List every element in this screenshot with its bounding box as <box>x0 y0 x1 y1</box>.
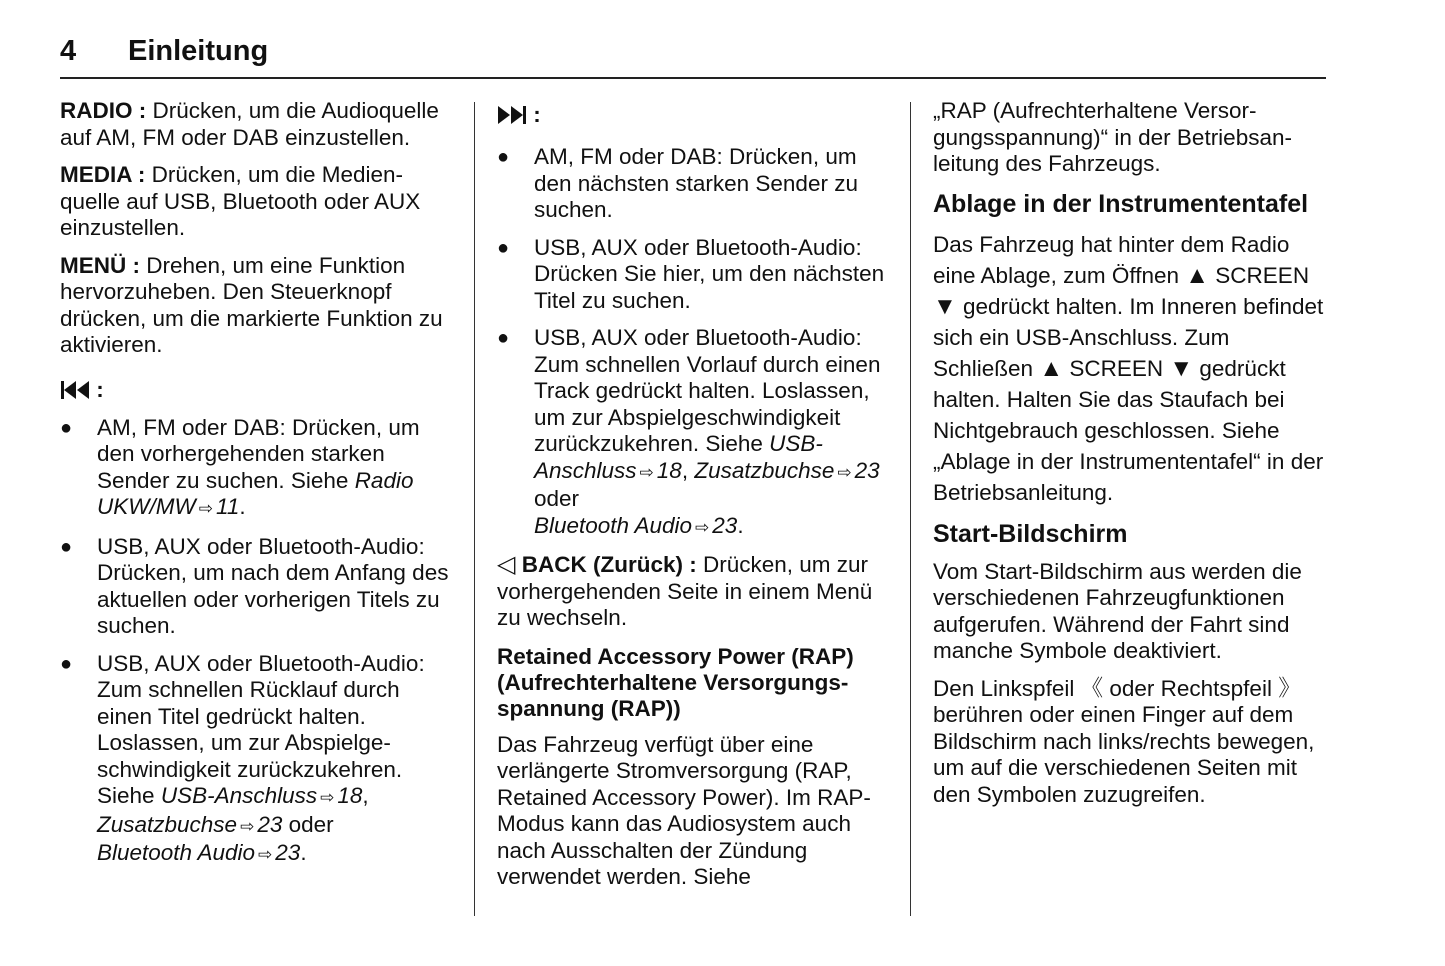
seek-back-icon <box>60 379 90 401</box>
column-divider-1 <box>474 102 475 916</box>
bullet: ● <box>60 416 73 439</box>
cross-reference[interactable]: Bluetooth Audio <box>534 512 693 538</box>
page-ref-icon: ⇨ <box>258 845 273 864</box>
arrow-paragraph: Den Linkspfeil 《 oder Rechtspfeil 》 berühren oder einen Finger auf dem Bildschirm nach links/rechts bewegen, um auf die verschiedenen Seiten mit den Symbolen zuzugreifen. <box>933 675 1315 807</box>
chevron-left-icon: 《 <box>1080 675 1104 701</box>
cross-reference[interactable]: USB-Anschluss <box>160 783 318 808</box>
column-2 <box>497 98 893 902</box>
list-item: ● USB, AUX oder Bluetooth-Audio: Drücken, um nach dem Anfang des aktuellen oder vorherigen Titels zu suchen. <box>60 533 449 638</box>
bullet: ● <box>60 652 73 675</box>
column-3 <box>933 98 1333 819</box>
back-label: BACK (Zurück) : <box>521 552 697 577</box>
seek-back-list <box>60 415 455 869</box>
page-ref-icon: ⇨ <box>837 462 852 482</box>
rap-heading: Retained Accessory Power (RAP) (Aufrechterhaltene Versorgungsspannung (RAP)) <box>497 643 854 721</box>
start-paragraph: Vom Start-Bildschirm aus werden die verschiedenen Fahrzeugfunktionen aufgerufen. Während der Fahrt sind manche Symbole deaktiviert. <box>933 558 1302 663</box>
page-header <box>60 33 1326 79</box>
arrow-down-icon: ▼ <box>933 292 957 320</box>
ablage-paragraph: Das Fahrzeug hat hinter dem Radio eine Ablage, zum Öffnen ▲ SCREEN ▼ gedrückt halten. Im Inneren befindet sich ein USB-Anschluss. Zum Schließen ▲ SCREEN ▼ gedrückt halten. Halten Sie das Staufach bei Nichtgebrauch geschlossen. Siehe „Ablage in der Instrumententafel“ in der Betriebsanleitung. <box>933 231 1324 505</box>
ablage-heading: Ablage in der Instrumententafel <box>933 189 1309 218</box>
cross-reference[interactable]: Radio UKW/MW <box>97 467 414 519</box>
radio-paragraph: RADIO : Drücken, um die Audioquelle auf AM, FM oder DAB einzustellen. <box>60 98 439 150</box>
page-ref-icon: ⇨ <box>320 788 335 807</box>
start-heading: Start-Bildschirm <box>933 519 1128 548</box>
list-item: ● AM, FM oder DAB: Drücken, um den vorhergehenden starken Sender zu suchen. Siehe Radio UKW/MW ⇨ 11. <box>60 414 420 519</box>
cross-reference[interactable]: Zusatzbuchse <box>97 811 238 837</box>
page-ref-icon: ⇨ <box>240 816 255 836</box>
column-divider-2 <box>910 102 911 916</box>
cross-reference[interactable]: Bluetooth Audio <box>97 840 256 865</box>
bullet: ● <box>60 535 73 558</box>
seek-forward-list <box>497 144 893 541</box>
seek-forward-icon <box>497 104 527 126</box>
bullet: ● <box>497 327 510 349</box>
page-ref-icon: ⇨ <box>695 517 710 537</box>
page-ref-icon: ⇨ <box>639 462 654 482</box>
page-ref-icon: ⇨ <box>198 499 213 518</box>
bullet: ● <box>497 236 510 259</box>
seek-back-heading: : <box>60 377 455 403</box>
arrow-up-icon: ▲ <box>1185 261 1210 289</box>
menu-paragraph: MENÜ : Drehen, um eine Funktion hervorzuheben. Den Steuerknopf drücken, um die markierte Funktion zu aktivieren. <box>60 252 443 357</box>
cross-reference[interactable]: USB-Anschluss <box>534 431 823 483</box>
list-item: ● AM, FM oder DAB: Drücken, um den nächsten starken Sender zu suchen. <box>497 144 858 222</box>
media-label: MEDIA : <box>60 162 146 187</box>
menu-label: MENÜ : <box>60 252 140 278</box>
seek-forward-heading: : <box>497 102 893 128</box>
back-icon: ◁ <box>497 551 516 578</box>
arrow-up-icon: ▲ <box>1039 354 1064 382</box>
radio-label: RADIO : <box>60 98 147 123</box>
arrow-down-icon: ▼ <box>1169 354 1194 382</box>
back-paragraph: ◁ BACK (Zurück) : Drücken, um zur vorhergehenden Seite in einem Menü zu wechseln. <box>497 551 873 630</box>
bullet: ● <box>497 146 510 168</box>
rap-paragraph: Das Fahrzeug verfügt über eine verlängerte Stromversorgung (RAP, Retained Accessory Power). Im RAP-Modus kann das Audiosystem auch nach Ausschalten der Zündung verwendet werden. Siehe <box>497 731 871 889</box>
rap-continuation: „RAP (Aufrechterhaltene Versorgungsspannung)“ in der Betriebsanleitung des Fahrzeugs. <box>933 98 1292 176</box>
column-1 <box>60 98 455 880</box>
list-item: ● USB, AUX oder Bluetooth-Audio: Zum schnellen Vorlauf durch einen Track gedrückt halten. Loslassen, um zur Abspielgeschwindigkeit zurückzukehren. Siehe USB-Anschluss ⇨ 18, Zusatzbuchse ⇨ 23 oder Bluetooth Audio ⇨ 23. <box>497 325 881 538</box>
chevron-right-icon: 》 <box>1278 675 1301 701</box>
list-item: ● USB, AUX oder Bluetooth-Audio: Zum schnellen Rücklauf durch einen Titel gedrückt halten. Loslassen, um zur Abspielgeschwindigkeit zurückzukehren. Siehe USB-Anschluss ⇨ 18, Zusatzbuchse ⇨ 23 oder Bluetooth Audio ⇨ 23. <box>60 650 425 865</box>
list-item: ● USB, AUX oder Bluetooth-Audio: Drücken Sie hier, um den nächsten Titel zu suchen. <box>497 234 885 313</box>
page-title: Einleitung <box>128 35 269 67</box>
cross-reference[interactable]: Zusatzbuchse <box>694 457 835 483</box>
media-paragraph: MEDIA : Drücken, um die Medienquelle auf USB, Bluetooth oder AUX einzustellen. <box>60 162 421 240</box>
page-number: 4 <box>60 35 77 67</box>
